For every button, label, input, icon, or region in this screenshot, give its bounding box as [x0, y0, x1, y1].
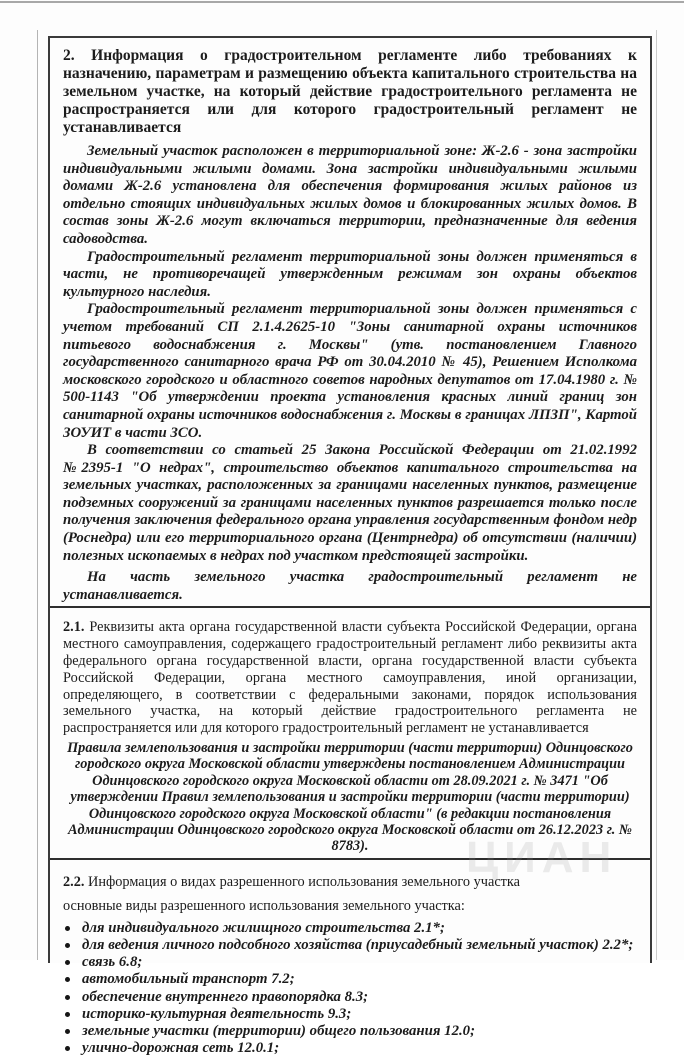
section-2-heading: 2. Информация о градостроительном регламенте либо требованиях к назначению, параметрам и размещению объекта капитального строительства на земельном участке, на который действие градостроительного регламента не распространяется или для которого градостроительный регламент не устанавливается	[63, 47, 637, 136]
permitted-use-label: земельные участки (территории) общего пользования 12.0;	[82, 1023, 476, 1040]
permitted-use-item	[63, 937, 637, 954]
section-2-2-heading	[63, 873, 637, 891]
bullet-icon	[65, 943, 70, 948]
permitted-use-label: для индивидуального жилищного строительства 2.1*;	[82, 919, 445, 936]
heritage-regulation-paragraph: Градостроительный регламент территориальной зоны должен применяться в части, не противоречащей утвержденным режимам зон охраны объектов культурного наследия.	[63, 248, 637, 300]
permitted-use-label: связь 6.8;	[82, 954, 143, 971]
permitted-use-item	[63, 920, 637, 937]
bullet-icon	[65, 1012, 70, 1017]
section-2-1-body: Реквизиты акта органа государственной власти субъекта Российской Федерации, органа местного самоуправления, содержащего градостроительный регламент либо реквизиты акта федерального органа государственной власти, органа государственной власти субъекта Российской Федерации, органа местного самоуправления, иной организации, определяющего, в соответствии с федеральными законами, порядок использования земельного участка, на который действие градостроительного регламента не распространяется или для которого градостроительный регламент не устанавливается	[63, 619, 637, 737]
zone-description-paragraph: Земельный участок расположен в территориальной зоне: Ж-2.6 - зона застройки индивидуальными жилыми домами. Зона застройки индивидуальными жилыми домами Ж-2.6 установлена для обеспечения формирования жилых районов из отдельно стоящих индивидуальных жилых домов и блокированных жилых домов. В состав зоны Ж-2.6 могут включаться территории, предназначенные для ведения садоводства.	[63, 143, 637, 247]
permitted-use-label: автомобильный транспорт 7.2;	[82, 971, 295, 988]
permitted-use-item	[63, 1006, 637, 1023]
section-2-2-title: Информация о видах разрешенного использования земельного участка	[88, 873, 520, 890]
permitted-use-item	[63, 989, 637, 1006]
sanitary-protection-paragraph: Градостроительный регламент территориальной зоны должен применяться с учетом требований СП 2.1.4.2625-10 "Зоны санитарной охраны источников питьевого водоснабжения г. Москвы" (утв. постановлением Главного государственного санитарного врача РФ от 30.04.2010 № 45), Решением Исполкома московского городского и областного советов народных депутатов от 17.04.1980 г. № 500-1143 "Об утверждении проекта установления красных линий границ зон санитарной охраны источников водоснабжения г. Москвы в границах ЛПЗП", Картой ЗОУИТ в части ЗСО.	[63, 301, 637, 441]
bullet-icon	[65, 995, 70, 1000]
bullet-icon	[65, 1029, 70, 1034]
section-divider-line	[50, 858, 650, 860]
subsoil-law-paragraph: В соответствии со статьей 25 Закона Российской Федерации от 21.02.1992 №2395-1 "О недрах", строительство объектов капитального строительства на земельных участках, расположенных за границами населенных пунктов, размещение подземных сооружений за границами населенных пунктов разрешается только после получения заключения федерального органа управления государственным фондом недр (Роснедра) или его территориального органа (Центрнедра) об отсутствии (наличии) полезных ископаемых в недрах под участком предстоящей застройки.	[63, 442, 637, 564]
land-use-rules-reference: Правила землепользования и застройки территории (части территории) Одинцовского городского округа Московской области утверждены постановлением Администрации Одинцовского городского округа Московской области от 28.09.2021 г. № 3471 "Об утверждении Правил землепользования и застройки территории (части территории) Одинцовского городского округа Московской области" (в редакции постановления Администрации Одинцовского городского округа Московской области от 26.12.2023 г. № 8783).	[67, 740, 633, 855]
permitted-use-label: улично-дорожная сеть 12.0.1;	[82, 1040, 280, 1057]
bullet-icon	[65, 960, 70, 965]
permitted-use-item	[63, 1040, 637, 1057]
permitted-uses-intro: основные виды разрешенного использования земельного участка:	[63, 897, 465, 914]
page-top-edge-line	[0, 1, 684, 3]
permitted-use-label: обеспечение внутреннего правопорядка 8.3;	[82, 988, 369, 1005]
section-2-1-paragraph	[63, 619, 637, 737]
bullet-icon	[65, 926, 70, 931]
permitted-uses-list	[63, 920, 637, 1057]
section-2-2-number: 2.2.	[63, 873, 85, 890]
no-regulation-note: На часть земельного участка градостроительный регламент не устанавливается.	[50, 569, 650, 608]
page-left-edge-line	[37, 30, 38, 960]
bullet-icon	[65, 977, 70, 982]
document-frame	[48, 36, 652, 1057]
page-right-edge-line	[656, 30, 657, 960]
permitted-use-item	[63, 954, 637, 971]
permitted-use-label: историко-культурная деятельность 9.3;	[82, 1005, 352, 1022]
permitted-use-label: для ведения личного подсобного хозяйства (приусадебный земельный участок) 2.2*;	[82, 937, 634, 954]
bullet-icon	[65, 1046, 70, 1051]
permitted-use-item	[63, 1023, 637, 1040]
section-2-1-number: 2.1.	[63, 619, 85, 636]
permitted-use-item	[63, 971, 637, 988]
